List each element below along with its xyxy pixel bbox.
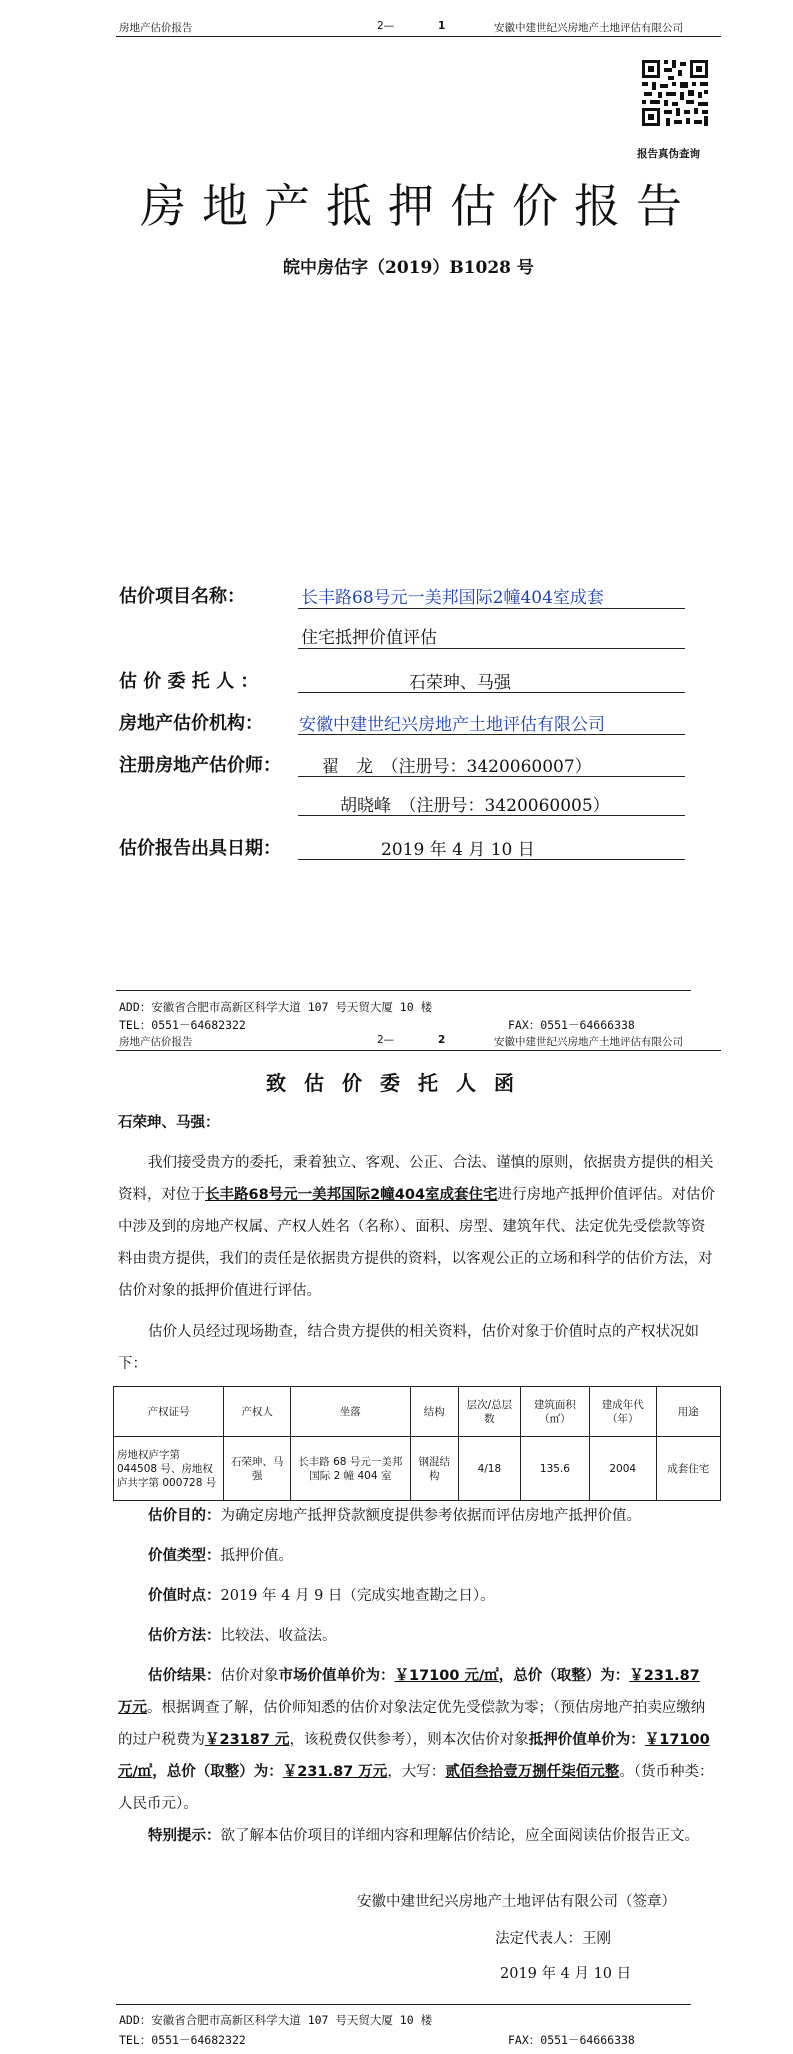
salutation: 石荣珅、马强：: [118, 1115, 220, 1131]
header-right: 安徽中建世纪兴房地产土地评估有限公司: [494, 22, 683, 34]
purpose-line: [118, 1500, 718, 1532]
project-name-value-line2: 住宅抵押价值评估: [301, 628, 437, 648]
project-name-underline-2: [298, 648, 685, 649]
signature-company: 安徽中建世纪兴房地产土地评估有限公司（签章）: [357, 1894, 676, 1910]
market-unit-price-label: 市场价值单价为：: [278, 1668, 395, 1684]
footer-rule: [116, 2004, 691, 2005]
mortgage-total-label: ，总价（取整）为：: [152, 1764, 283, 1780]
paragraph-1-text-a: 我们接受贵方的委托，秉着独立、客观、公正、合法、谨慎的原则，依据贵方提供的相关资料，对位于: [118, 1155, 714, 1203]
result-paragraph: [118, 1660, 718, 1820]
header-center-prefix: 2—: [377, 20, 395, 32]
table-header-cell: 建筑面积（㎡）: [520, 1387, 589, 1437]
mortgage-unit-price-label: 抵押价值单价为：: [528, 1732, 645, 1748]
table-cell: 135.6: [520, 1437, 589, 1501]
report-date-value: 2019 年 4 月 10 日: [381, 840, 535, 860]
appraiser-1: 翟 龙 （注册号：3420060007）: [322, 757, 592, 777]
value-type-label: 价值类型：: [148, 1548, 221, 1564]
header-page-number: 1: [438, 20, 446, 32]
table-header-cell: 结构: [410, 1387, 458, 1437]
market-total-price: ￥231.87 万元: [118, 1668, 700, 1716]
method-line: [118, 1620, 718, 1652]
footer-fax: FAX：0551－64666338: [508, 1018, 635, 1032]
qr-code-graphic: [640, 58, 710, 128]
table-cell: 钢混结构: [410, 1437, 458, 1501]
value-time-line: [118, 1580, 718, 1612]
appraiser-2: 胡晓峰 （注册号：3420060005）: [340, 796, 610, 816]
document-number: 皖中房估字（2019）B1028 号: [283, 258, 534, 278]
result-text: 。（货币种类：人民币元）。: [118, 1764, 714, 1812]
client-value: 石荣珅、马强: [409, 673, 511, 693]
agency-underline: [298, 734, 685, 735]
method-label: 估价方法：: [148, 1628, 221, 1644]
paragraph-1-text-c: 进行房地产抵押价值评估。对估价中涉及到的房地产权属、产权人姓名（名称）、面积、房型、建筑年代、法定优先受偿款等资料由贵方提供，我们的责任是依据贵方提供的资料，以客观公正的立场和科学的估价方法，对估价对象的抵押价值进行评估。: [118, 1187, 716, 1299]
client-label: 估 价 委 托 人 ：: [119, 671, 259, 692]
header-rule: [116, 36, 721, 37]
project-name-underline: [298, 608, 685, 609]
report-date-underline: [298, 859, 685, 860]
table-header-cell: 用途: [656, 1387, 720, 1437]
header-left: 房地产估价报告: [119, 22, 193, 34]
project-name-value-line1: 长丰路68号元一美邦国际2幢404室成套: [301, 588, 604, 608]
table-cell: 2004: [589, 1437, 656, 1501]
notice-line: [118, 1820, 718, 1852]
table-header-cell: 建成年代（年）: [589, 1387, 656, 1437]
value-time-label: 价值时点：: [148, 1588, 221, 1604]
table-cell: 长丰路 68 号元一美邦国际 2 幢 404 室: [291, 1437, 411, 1501]
table-header-cell: 层次/总层数: [458, 1387, 520, 1437]
value-time-text: 2019 年 4 月 9 日（完成实地查勘之日）。: [220, 1588, 495, 1604]
table-header-cell: 坐落: [291, 1387, 411, 1437]
value-type-text: 抵押价值。: [220, 1548, 293, 1564]
result-label: 估价结果：: [148, 1668, 221, 1684]
footer-tel: TEL：0551－64682322: [119, 1018, 246, 1032]
report-date-label: 估价报告出具日期：: [119, 838, 281, 859]
signature-date: 2019 年 4 月 10 日: [500, 1966, 632, 1982]
table-cell: 成套住宅: [656, 1437, 720, 1501]
header-page-number: 2: [438, 1034, 446, 1046]
paragraph-1: [118, 1147, 718, 1307]
client-underline: [298, 692, 685, 693]
appraiser-1-underline: [298, 776, 685, 777]
amount-in-words: 贰佰叁拾壹万捌仟柒佰元整: [445, 1764, 620, 1780]
header-left: 房地产估价报告: [119, 1036, 193, 1048]
footer-rule: [116, 990, 691, 991]
table-row: [114, 1437, 721, 1501]
report-title: 房地产抵押估价报告: [140, 179, 698, 233]
notice-text: 欲了解本估价项目的详细内容和理解估价结论，应全面阅读估价报告正文。: [220, 1828, 699, 1844]
appraiser-2-underline: [298, 815, 685, 816]
appraiser-label: 注册房地产估价师：: [119, 755, 281, 776]
purpose-text: 为确定房地产抵押贷款额度提供参考依据而评估房地产抵押价值。: [220, 1508, 641, 1524]
result-text: ，大写：: [387, 1764, 446, 1780]
method-text: 比较法、收益法。: [220, 1628, 337, 1644]
mortgage-total-price: ￥231.87 万元: [282, 1764, 388, 1780]
letter-title: 致估价委托人函: [266, 1071, 532, 1095]
header-rule: [116, 1050, 721, 1051]
purpose-label: 估价目的：: [148, 1508, 221, 1524]
table-cell: 4/18: [458, 1437, 520, 1501]
table-header-cell: 产权人: [224, 1387, 291, 1437]
transfer-tax: ￥23187 元: [205, 1732, 290, 1748]
footer-address: ADD：安徽省合肥市高新区科学大道 107 号天贸大厦 10 楼: [119, 1000, 433, 1014]
header-center-prefix: 2—: [377, 1034, 395, 1046]
result-text: 。根据调查了解，估价师知悉的估价对象法定优先受偿款为零；（预估房地产拍卖应缴纳的过户税费为: [118, 1700, 706, 1748]
project-name-label: 估价项目名称：: [119, 586, 245, 607]
footer-tel: TEL：0551－64682322: [119, 2033, 246, 2047]
qr-code[interactable]: [640, 58, 710, 128]
table-cell: 石荣珅、马强: [224, 1437, 291, 1501]
result-text: 估价对象: [220, 1668, 279, 1684]
table-cell: 房地权庐字第 044508 号、房地权庐共字第 000728 号: [114, 1437, 224, 1501]
result-text: ，该税费仅供参考），则本次估价对象: [289, 1732, 529, 1748]
property-rights-table: [113, 1386, 721, 1501]
value-type-line: [118, 1540, 718, 1572]
agency-value: 安徽中建世纪兴房地产土地评估有限公司: [299, 715, 605, 735]
market-unit-price: ￥17100 元/㎡: [394, 1668, 499, 1684]
market-total-label: ，总价（取整）为：: [498, 1668, 630, 1684]
notice-label: 特别提示：: [148, 1828, 221, 1844]
mortgage-unit-price: ￥17100 元/㎡: [118, 1732, 710, 1780]
header-right: 安徽中建世纪兴房地产土地评估有限公司: [494, 1036, 683, 1048]
property-address-highlight: 长丰路68号元一美邦国际2幢404室成套住宅: [205, 1187, 498, 1203]
footer-address: ADD：安徽省合肥市高新区科学大道 107 号天贸大厦 10 楼: [119, 2013, 433, 2027]
agency-label: 房地产估价机构：: [119, 713, 263, 734]
table-header-row: [114, 1387, 721, 1437]
table-header-cell: 产权证号: [114, 1387, 224, 1437]
footer-fax: FAX：0551－64666338: [508, 2033, 635, 2047]
signature-representative: 法定代表人：王刚: [495, 1931, 611, 1947]
qr-caption: 报告真伪查询: [637, 148, 700, 160]
paragraph-2: 估价人员经过现场勘查，结合贵方提供的相关资料，估价对象于价值时点的产权状况如下：: [118, 1324, 699, 1372]
